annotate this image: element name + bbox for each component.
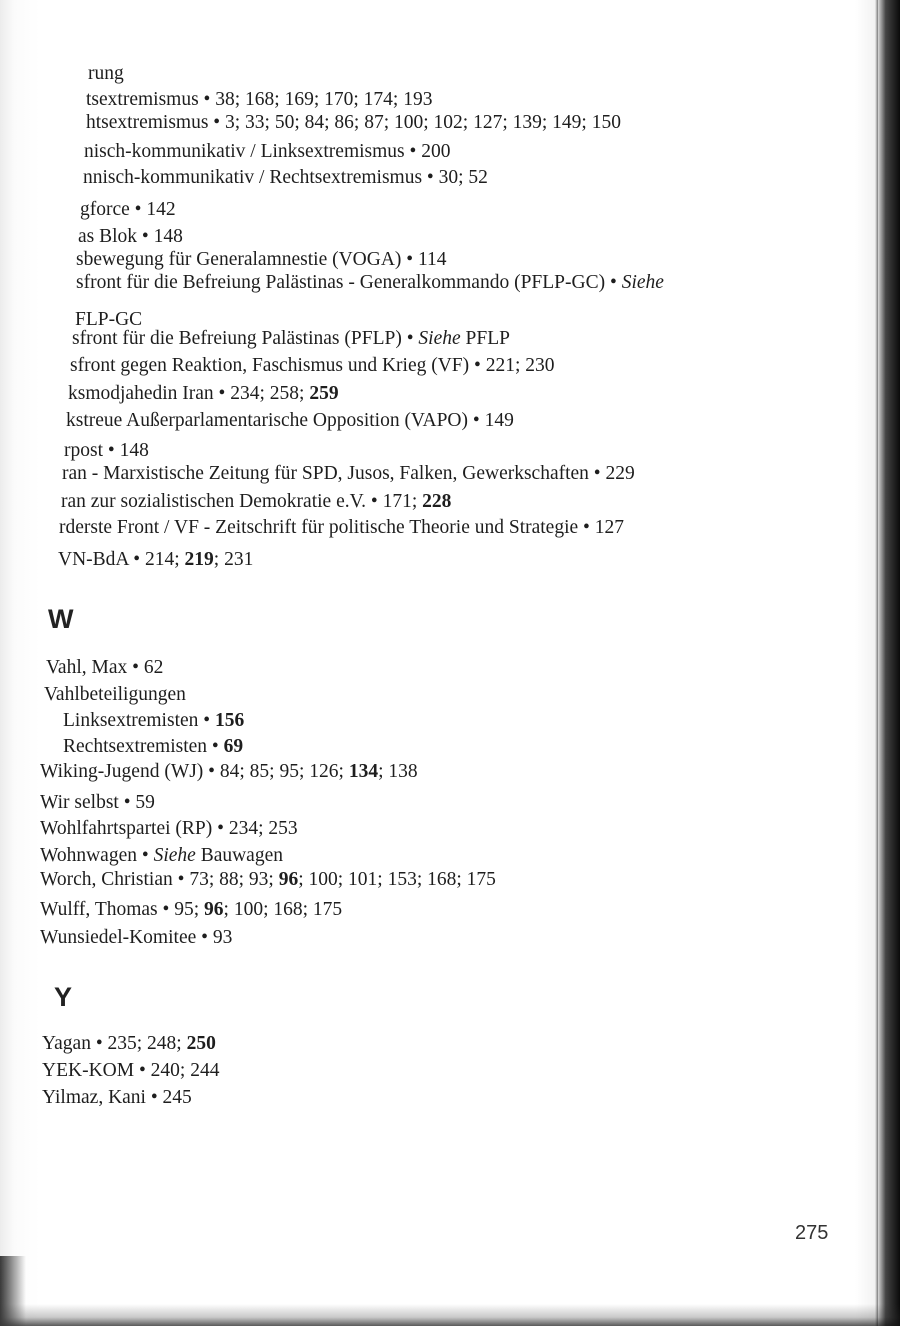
index-entry: gforce • 142	[80, 199, 176, 220]
page-corner-shadow	[0, 1256, 26, 1326]
index-entry: YEK-KOM • 240; 244	[42, 1060, 220, 1081]
index-entry: Wir selbst • 59	[40, 792, 155, 813]
index-entry: nisch-kommunikativ / Linksextremismus • 200	[84, 141, 451, 162]
index-entry: Worch, Christian • 73; 88; 93; 96; 100; 101; 153; 168; 175	[40, 869, 496, 890]
index-entry: Yilmaz, Kani • 245	[42, 1087, 192, 1108]
index-entry: ran zur sozialistischen Demokratie e.V. • 171; 228	[61, 491, 452, 512]
index-subentry: Rechtsextremisten • 69	[63, 736, 244, 757]
index-entry: Wiking-Jugend (WJ) • 84; 85; 95; 126; 134; 138	[40, 761, 418, 782]
index-entry: Wohnwagen • Siehe Bauwagen	[40, 845, 283, 866]
section-letter-w: W	[48, 604, 74, 634]
index-entry: Wunsiedel-Komitee • 93	[40, 927, 233, 948]
index-entry: Yagan • 235; 248; 250	[42, 1033, 216, 1054]
index-entry: VN-BdA • 214; 219; 231	[58, 549, 254, 570]
page-edge-shadow	[878, 0, 900, 1326]
index-entry: ran - Marxistische Zeitung für SPD, Jusos, Falken, Gewerkschaften • 229	[62, 463, 635, 484]
index-entry: tsextremismus • 38; 168; 169; 170; 174; 193	[86, 89, 433, 110]
index-entry: htsextremismus • 3; 33; 50; 84; 86; 87; 100; 102; 127; 139; 149; 150	[86, 112, 621, 133]
index-entry: sfront für die Befreiung Palästinas (PFLP) • Siehe PFLP	[72, 328, 510, 349]
index-subentry: Linksextremisten • 156	[63, 710, 245, 731]
index-entry: FLP-GC	[75, 309, 143, 330]
index-entry: rung	[88, 63, 124, 84]
index-entry: nnisch-kommunikativ / Rechtsextremismus • 30; 52	[83, 167, 488, 188]
section-letter-y: Y	[54, 982, 73, 1012]
index-entry: Vahl, Max • 62	[46, 657, 164, 678]
index-entry: Wulff, Thomas • 95; 96; 100; 168; 175	[40, 899, 343, 920]
index-entry: as Blok • 148	[78, 226, 183, 247]
index-entry: Vahlbeteiligungen	[44, 684, 186, 705]
index-entry: ksmodjahedin Iran • 234; 258; 259	[68, 383, 339, 404]
index-entry: Wohlfahrtspartei (RP) • 234; 253	[40, 818, 298, 839]
page-bottom-shadow	[0, 1304, 900, 1326]
index-entry: kstreue Außerparlamentarische Opposition (VAPO) • 149	[66, 410, 514, 431]
index-entry: rpost • 148	[64, 440, 149, 461]
index-entry: sfront für die Befreiung Palästinas - Generalkommando (PFLP-GC) • Siehe	[76, 272, 664, 293]
index-entry: rderste Front / VF - Zeitschrift für politische Theorie und Strategie • 127	[59, 517, 624, 538]
index-entry: sfront gegen Reaktion, Faschismus und Krieg (VF) • 221; 230	[70, 355, 555, 376]
page-number: 275	[795, 1222, 829, 1244]
index-entry: sbewegung für Generalamnestie (VOGA) • 114	[76, 249, 447, 270]
